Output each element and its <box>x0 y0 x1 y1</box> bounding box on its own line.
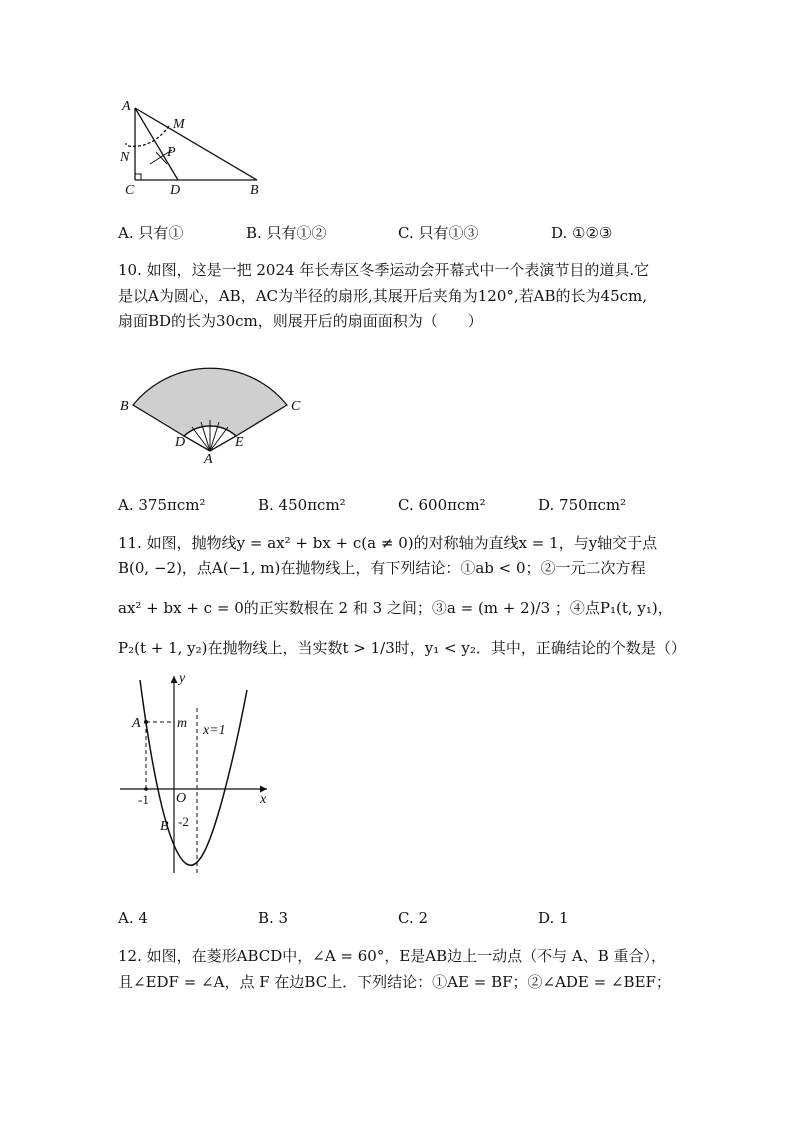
q11-point-A-label: A <box>132 716 141 731</box>
q11-point-B-label: B <box>160 819 169 834</box>
q9-label-A: A <box>122 99 131 114</box>
q12-text-line-1: 12. 如图，在菱形ABCD中，∠A = 60°，E是AB边上一动点（不与 A、B 重合）， <box>118 947 667 965</box>
q10-text-line-1: 10. 如图，这是一把 2024 年长寿区冬季运动会开幕式中一个表演节目的道具.它 <box>118 261 650 279</box>
q10-option-a[interactable]: A. 375πcm² <box>118 496 206 514</box>
q9-label-D: D <box>170 183 181 198</box>
q11-axis-x-label: x <box>260 792 267 807</box>
q10-option-b[interactable]: B. 450πcm² <box>258 496 346 514</box>
q9-label-C: C <box>125 183 135 198</box>
q9-label-M: M <box>173 117 185 132</box>
q12-text-line-2: 且∠EDF = ∠A，点 F 在边BC上．下列结论：①AE = BF；②∠ADE = ∠BEF； <box>118 973 671 991</box>
q9-option-c[interactable]: C. 只有①③ <box>398 224 479 242</box>
q11-option-c[interactable]: C. 2 <box>398 909 429 927</box>
q11-neg-two-label: -2 <box>178 814 189 829</box>
q11-option-b[interactable]: B. 3 <box>258 909 289 927</box>
q11-text-line-4: P₂(t + 1, y₂)在抛物线上，当实数t > 1/3时，y₁ < y₂．其中，正确结论的个数是（） <box>118 639 686 657</box>
q10-label-B: B <box>120 399 129 414</box>
q10-label-C: C <box>291 399 301 414</box>
q11-option-d[interactable]: D. 1 <box>538 909 569 927</box>
q9-option-b[interactable]: B. 只有①② <box>246 224 327 242</box>
q9-option-a[interactable]: A. 只有① <box>118 224 184 242</box>
q11-neg-one-label: -1 <box>138 792 149 807</box>
q10-label-A: A <box>204 452 213 467</box>
q9-label-N: N <box>120 150 130 165</box>
q11-text-line-1: 11. 如图，抛物线y = ax² + bx + c(a ≠ 0)的对称轴为直线x = 1，与y轴交于点 <box>118 534 658 552</box>
q11-axis-y-label: y <box>179 671 186 686</box>
q10-text-line-2: 是以A为圆心，AB，AC为半径的扇形,其展开后夹角为120°,若AB的长为45cm, <box>118 287 648 305</box>
q10-label-E: E <box>235 435 244 450</box>
q11-m-label: m <box>177 716 188 731</box>
q10-option-c[interactable]: C. 600πcm² <box>398 496 486 514</box>
q9-figure <box>112 94 272 198</box>
q10-text-line-3: 扇面BD的长为30cm，则展开后的扇面面积为（ ） <box>118 312 483 330</box>
q9-label-B: B <box>250 183 259 198</box>
q10-option-d[interactable]: D. 750πcm² <box>538 496 627 514</box>
q10-label-D: D <box>175 435 186 450</box>
q11-origin-label: O <box>176 791 187 806</box>
q11-parabola-graph <box>112 668 282 880</box>
q11-symmetry-axis-label: x=1 <box>203 723 226 738</box>
q11-option-a[interactable]: A. 4 <box>118 909 148 927</box>
q11-text-line-3: ax² + bx + c = 0的正实数根在 2 和 3 之间；③a = (m + 2)/3 ；④点P₁(t, y₁)， <box>118 599 673 617</box>
q10-fan-figure <box>112 350 312 470</box>
q9-label-P: P <box>167 145 176 160</box>
q9-option-d[interactable]: D. ①②③ <box>551 224 613 242</box>
q11-text-line-2: B(0, −2)，点A(−1, m)在抛物线上，有下列结论：①ab < 0；②一元二次方程 <box>118 559 646 577</box>
